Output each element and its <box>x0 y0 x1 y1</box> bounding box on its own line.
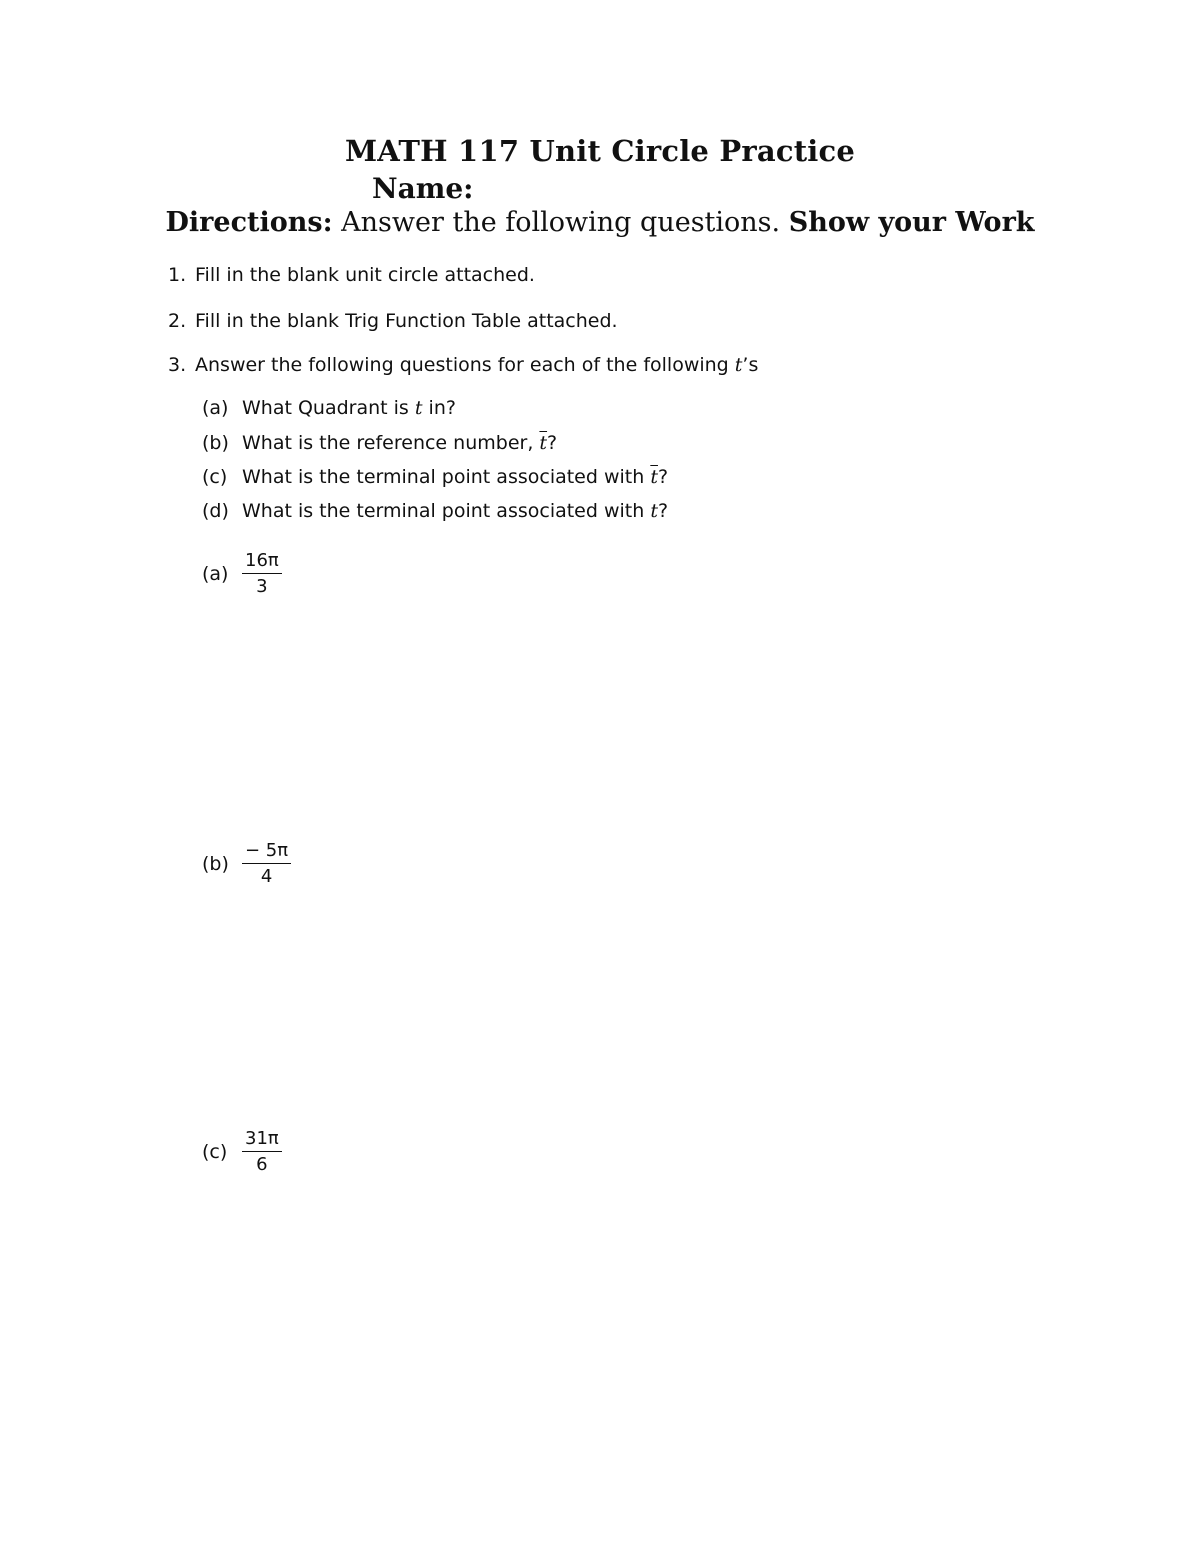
page-title: MATH 117 Unit Circle Practice <box>344 134 856 168</box>
name-label: Name: <box>372 172 474 205</box>
variable-t-bar: $\overline{t}$ <box>650 466 658 488</box>
problem-label: (a) <box>202 562 229 585</box>
fraction-denominator: 3 <box>256 576 268 597</box>
problem-label: (c) <box>202 1140 228 1163</box>
fraction <box>242 550 282 597</box>
problem-a <box>202 550 282 597</box>
variable-t: t <box>650 500 658 522</box>
fraction <box>242 840 291 887</box>
question-number: 1. <box>168 264 187 286</box>
sub-question-d <box>202 500 668 522</box>
sub-question-a <box>202 397 456 419</box>
sub-question-text: What is the terminal point associated with <box>242 466 651 488</box>
sub-question-text: What is the terminal point associated with <box>242 500 651 522</box>
question-text: Fill in the blank Trig Function Table attached. <box>195 310 618 332</box>
fraction-numerator: 31π <box>242 1128 282 1152</box>
question-number: 3. <box>168 354 187 376</box>
sub-question-c <box>202 466 668 488</box>
question-text: Answer the following questions for each of the following <box>195 354 735 376</box>
directions <box>0 207 1200 238</box>
fraction-denominator: 4 <box>260 866 273 887</box>
sub-question-suffix: ? <box>657 466 669 488</box>
fraction-numerator: 16π <box>242 550 282 574</box>
question-number: 2. <box>168 310 187 332</box>
problem-label: (b) <box>202 852 229 875</box>
question-1 <box>168 264 535 286</box>
question-text-suffix: ’s <box>742 354 759 376</box>
variable-t: t <box>414 397 423 419</box>
fraction-numerator: − 5π <box>242 840 291 864</box>
problem-b <box>202 840 291 887</box>
sub-question-suffix: ? <box>547 432 558 454</box>
problem-c <box>202 1128 282 1175</box>
sub-question-b <box>202 432 557 454</box>
variable-t: t <box>734 354 743 376</box>
variable-t-bar: $\overline{t}$ <box>539 432 548 454</box>
sub-question-label: (b) <box>202 432 229 454</box>
fraction <box>242 1128 282 1175</box>
sub-question-label: (a) <box>202 397 229 419</box>
directions-text: Answer the following questions. <box>332 207 789 238</box>
fraction-denominator: 6 <box>256 1154 268 1175</box>
sub-question-suffix: ? <box>657 500 669 522</box>
sub-question-label: (d) <box>202 500 229 522</box>
directions-emphasis: Show your Work <box>788 207 1035 238</box>
sub-question-text: What is the reference number, <box>242 432 540 454</box>
sub-question-text: What Quadrant is <box>242 397 415 419</box>
question-3 <box>168 354 758 376</box>
sub-question-label: (c) <box>202 466 228 488</box>
question-2 <box>168 310 618 332</box>
sub-question-suffix: in? <box>422 397 456 419</box>
question-text: Fill in the blank unit circle attached. <box>195 264 535 286</box>
directions-label: Directions: <box>165 207 333 238</box>
